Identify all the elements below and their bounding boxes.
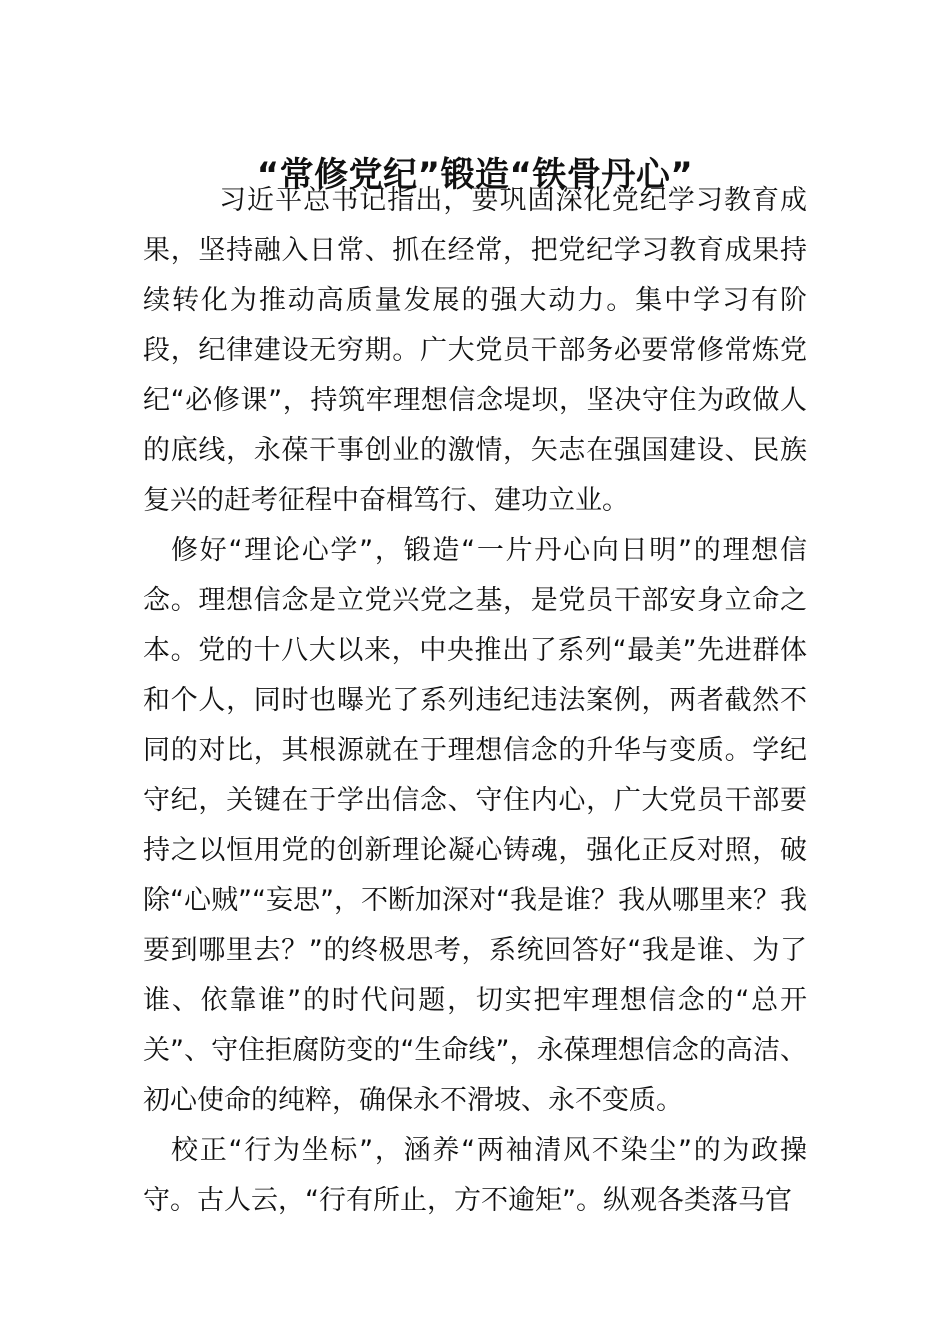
paragraph-3: 校正“行为坐标”，涵养“两袖清风不染尘”的为政操守。古人云，“行有所止，方不逾矩”。纵观各类落马官: [143, 1135, 807, 1216]
paragraph-1: 习近平总书记指出，要巩固深化党纪学习教育成果，坚持融入日常、抓在经常，把党纪学习教育成果持续转化为推动高质量发展的强大动力。集中学习有阶段，纪律建设无穷期。广大党员干部务必要常修常炼党纪“必修课”，持筑牢理想信念堤坝，坚决守住为政做人的底线，永葆干事创业的激情，矢志在强国建设、民族复兴的赶考征程中奋楫笃行、建功立业。: [143, 185, 807, 516]
paragraph-2: 修好“理论心学”，锻造“一片丹心向日明”的理想信念。理想信念是立党兴党之基，是党员干部安身立命之本。党的十八大以来，中央推出了系列“最美”先进群体和个人，同时也曝光了系列违纪违法案例，两者截然不同的对比，其根源就在于理想信念的升华与变质。学纪守纪，关键在于学出信念、守住内心，广大党员干部要持之以恒用党的创新理论凝心铸魂，强化正反对照，破除“心贼”“妄思”，不断加深对“我是谁？我从哪里来？我要到哪里去？”的终极思考，系统回答好“我是谁、为了谁、依靠谁”的时代问题，切实把牢理想信念的“总开关”、守住拒腐防变的“生命线”，永葆理想信念的高洁、初心使命的纯粹，确保永不滑坡、永不变质。: [143, 535, 807, 1116]
document-body: [143, 176, 807, 1226]
document-title: “常修党纪”锻造“铁骨丹心”: [256, 154, 694, 195]
